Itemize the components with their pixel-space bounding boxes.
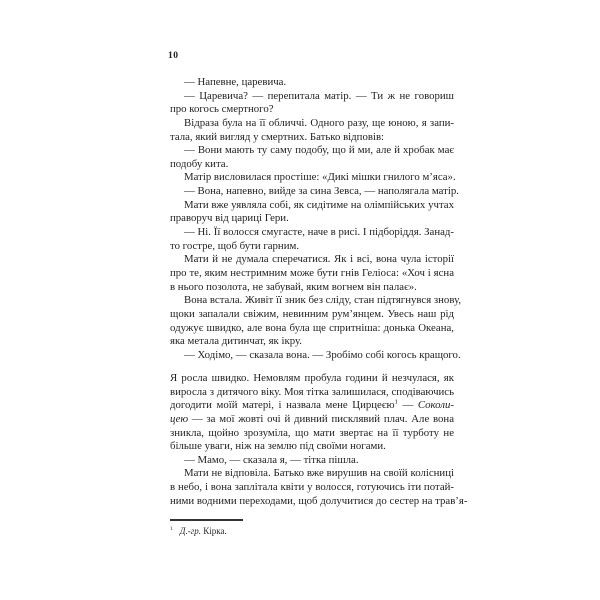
text-line: в небо, і вона заплітала квіти у волосся, готуючись іти потай- [170,481,454,494]
text-line: яка метала дитинчат, як ікру. [170,335,303,348]
text-line: більше уваги, ніж на землю під своїми ногами. [170,440,386,453]
text-line: Відраза була на її обличчі. Одного разу, ще юною, я запи- [184,116,454,129]
text-line: — Вона, напевно, вийде за сина Зевса, — наполягала матір. [184,185,459,198]
text-line: щоки запалали свіжим, невинним рум’янцем. Увесь наш рід [170,307,454,320]
paragraph [170,171,454,185]
text-line: Мати й не думала сперечатися. Як і всі, вона чула історії [184,253,454,266]
paragraph [170,226,454,253]
paragraph [170,467,468,508]
text-line: зникла, щойно зрозуміла, що мати звертає на її турботу не [170,426,454,439]
footnote [170,526,454,537]
text-line: тала, який вигляд у смертних. Батько відповів: [170,130,385,143]
paragraph [170,199,454,226]
text-line: — Царевича? — перепитала матір. — Ти ж не говориш [184,89,454,102]
footnote-separator [170,519,243,521]
text-line: в нього позолота, не забувай, яким вогнем він палає». [170,280,417,293]
paragraph [170,90,454,117]
paragraph [170,144,454,171]
text-line: то гостре, щоб бути гарним. [170,239,300,252]
text-line: — Ні. Її волосся смугасте, наче в рисі. І підборіддя. Занад- [184,226,454,239]
text-line: Вона встала. Живіт її зник без сліду, стан підтягнувся знову, [184,294,462,307]
book-text [170,76,468,508]
text-line: Мати не відповіла. Батько вже вирушив на своїй колісниці [184,467,454,480]
paragraph [170,348,461,363]
text-line: Матір висловилася простіше: «Дикі мішки гнилого м’яса». [184,171,456,184]
text-line: одужує швидко, але вона була ще спритніша: донька Океана, [170,321,454,334]
footnote-abbreviation: Д.-гр. [179,525,202,536]
text-line: виросла з дитячого віку. Моя тітка залишилася, сподіваючись [170,385,454,398]
paragraph [170,372,454,454]
text-line: про те, яким нестримним може бути гнів Геліоса: «Хоч і ясна [170,266,454,279]
text-line: догодити моїй матері, і назвала мене Цирцеєю$^1$ — Соколи- [170,398,454,412]
text-line: — Мамо, — сказала я, — тітка пішла. [184,453,359,466]
text-line: — Вони мають ту саму подобу, що й ми, але й хробак має [184,144,454,157]
text-line: ними водними переходами, щоб долучитися до сестер на трав’я- [170,494,468,507]
text-line: — Ходімо, — сказала вона. — Зробімо собі когось кращого. [184,348,461,361]
paragraph [170,117,454,144]
footnote-area [170,519,454,537]
paragraph [170,294,462,349]
text-line: праворуч від цариці Гери. [170,212,289,225]
footnote-text: Кірка. [203,525,227,536]
page-number: 10 [168,51,179,61]
paragraph [170,253,454,294]
paragraph [170,454,454,468]
paragraph [170,76,454,90]
text-line: Мати вже уявляла собі, як сидітиме на олімпійських учтах [184,198,454,211]
paragraph [170,185,459,199]
text-line: Я росла швидко. Немовлям пробула години й незчулася, як [170,371,454,384]
footnote-marker: 1 [170,525,173,532]
text-line: про когось смертного? [170,103,274,116]
text-line: — Напевне, царевича. [184,76,287,88]
text-line: подобу кита. [170,157,229,170]
text-line: цею — за мої жовті очі й дивний писклявий плач. Але вона [170,412,454,425]
